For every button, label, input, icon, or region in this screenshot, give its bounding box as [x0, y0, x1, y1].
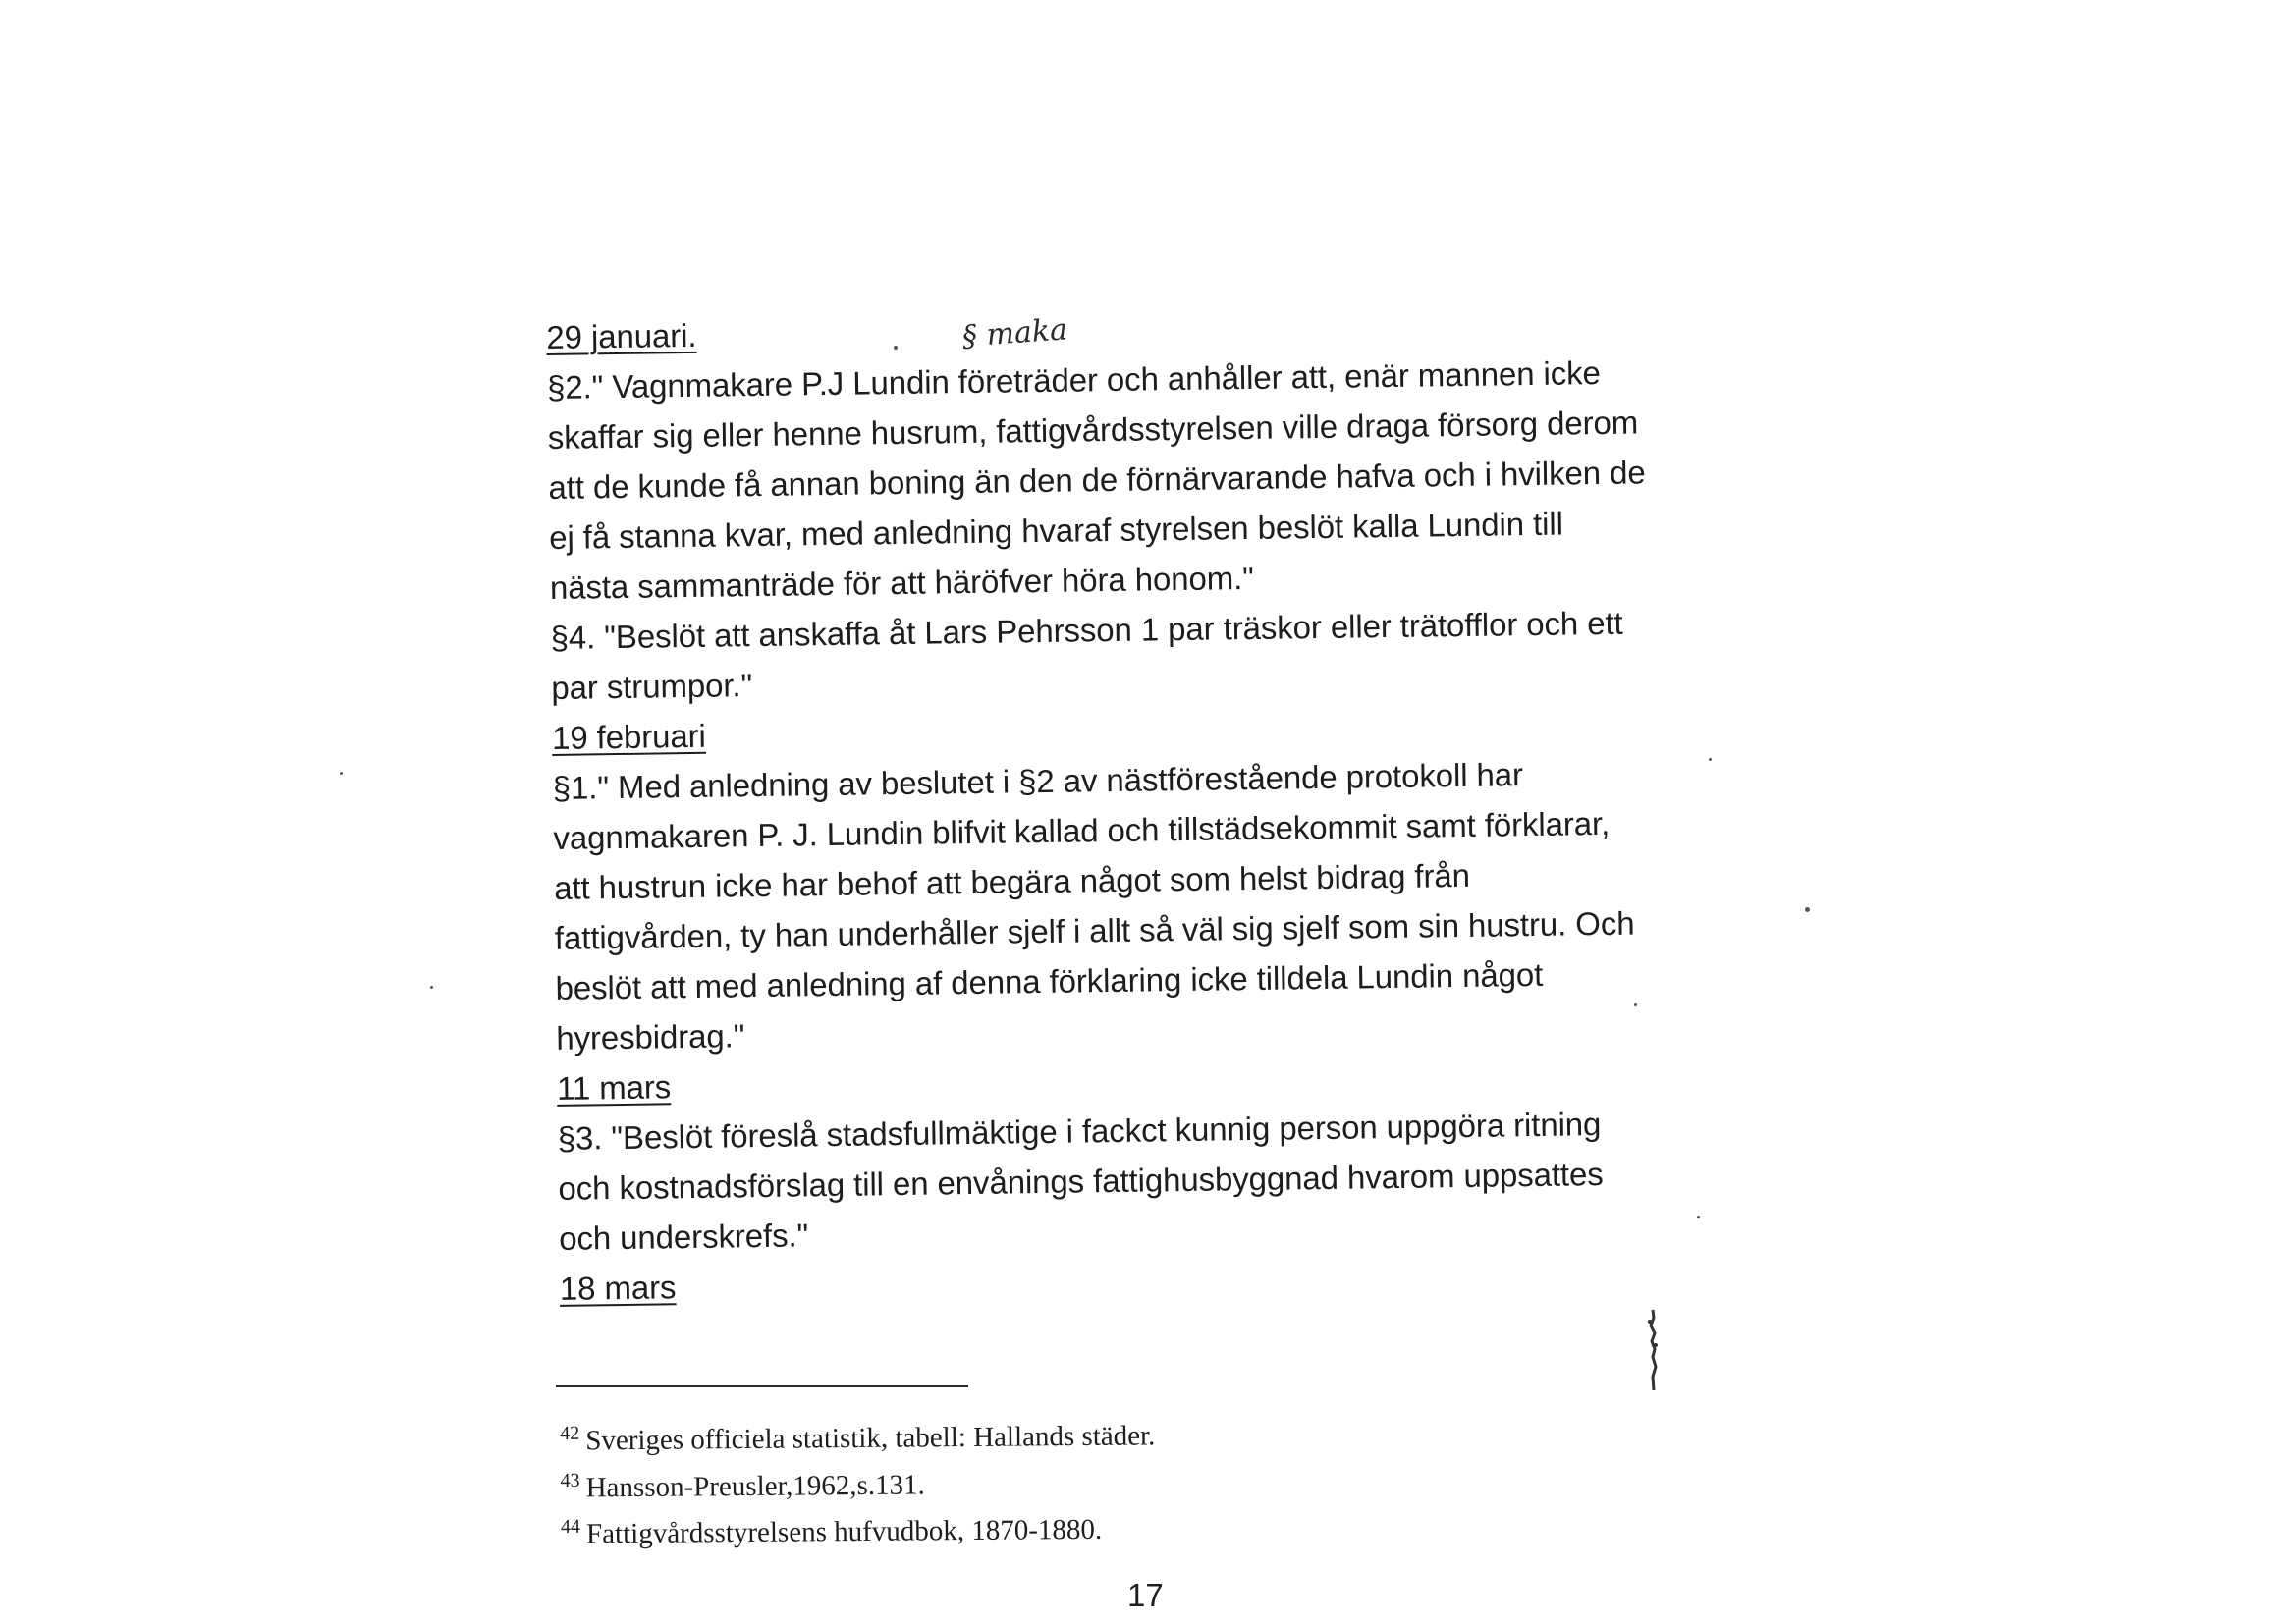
footnote-number: 42	[560, 1422, 580, 1444]
date-heading: 18 mars	[559, 1269, 677, 1307]
text-line: och kostnadsförslag till en envånings fattighusbyggnad hvarom uppsattes	[558, 1156, 1604, 1207]
text-line: ej få stanna kvar, med anledning hvaraf styrelsen beslöt kalla Lundin till	[548, 505, 1564, 556]
scan-speck	[1709, 758, 1712, 761]
text-line: §2." Vagnmakare P.J Lundin företräder och anhåller att, enär mannen icke	[546, 354, 1602, 406]
text-line: nästa sammanträde för att häröfver höra honom."	[549, 559, 1254, 606]
scan-speck	[430, 986, 433, 989]
footnote-text: Fattigvårdsstyrelsens hufvudbok, 1870-1880.	[585, 1514, 1103, 1550]
text-line: skaffar sig eller henne husrum, fattigvårdsstyrelsen ville draga försorg derom	[547, 404, 1639, 456]
text-line: hyresbidrag."	[556, 1017, 745, 1056]
date-heading: 19 februari	[551, 717, 706, 756]
scan-speck	[1805, 907, 1810, 912]
text-line: §1." Med anledning av beslutet i §2 av nästförestående protokoll har	[552, 756, 1524, 806]
handwritten-annotation: § maka	[960, 312, 1069, 354]
date-heading: 29 januari.	[546, 316, 697, 355]
footnote-text: Hansson-Preusler,1962,s.131.	[585, 1469, 925, 1504]
footnote-number: 43	[560, 1469, 580, 1491]
scan-speck	[1634, 1003, 1637, 1006]
footnote	[560, 1455, 1156, 1507]
footnotes	[560, 1409, 1156, 1554]
text-line: beslöt att med anledning af denna förklaring icke tilldela Lundin något	[555, 955, 1544, 1006]
text-line: fattigvården, ty han underhåller sjelf i allt så väl sig sjelf som sin hustru. Och	[554, 904, 1635, 956]
text-line: att hustrun icke har behof att begära något som helst bidrag från	[553, 856, 1471, 906]
date-heading: 11 mars	[556, 1068, 672, 1107]
text-line: §3. "Beslöt föreslå stadsfullmäktige i fackct kunnig person uppgöra ritning	[557, 1106, 1602, 1157]
footnote	[561, 1502, 1157, 1554]
footnote-divider	[556, 1385, 968, 1387]
text-line: vagnmakaren P. J. Lundin blifvit kallad och tillstädsekommit samt förklarar,	[553, 804, 1611, 856]
text-line: och underskrefs."	[558, 1217, 809, 1257]
footnote	[560, 1409, 1156, 1461]
margin-scribble-icon	[1646, 1308, 1660, 1392]
scan-speck	[340, 772, 343, 775]
text-line: par strumpor."	[551, 667, 753, 706]
page-number: 17	[1127, 1577, 1164, 1613]
footnote-number: 44	[560, 1516, 581, 1539]
scan-speck	[894, 346, 898, 350]
footnote-text: Sveriges officiela statistik, tabell: Hallands städer.	[585, 1420, 1156, 1457]
body-text	[546, 296, 1777, 1314]
scan-speck	[1697, 1216, 1700, 1218]
text-line: att de kunde få annan boning än den de förnärvarande hafva och i hvilken de	[548, 454, 1646, 506]
text-line: §4. "Beslöt att anskaffa åt Lars Pehrsson 1 par träskor eller trätofflor och ett	[550, 604, 1623, 656]
